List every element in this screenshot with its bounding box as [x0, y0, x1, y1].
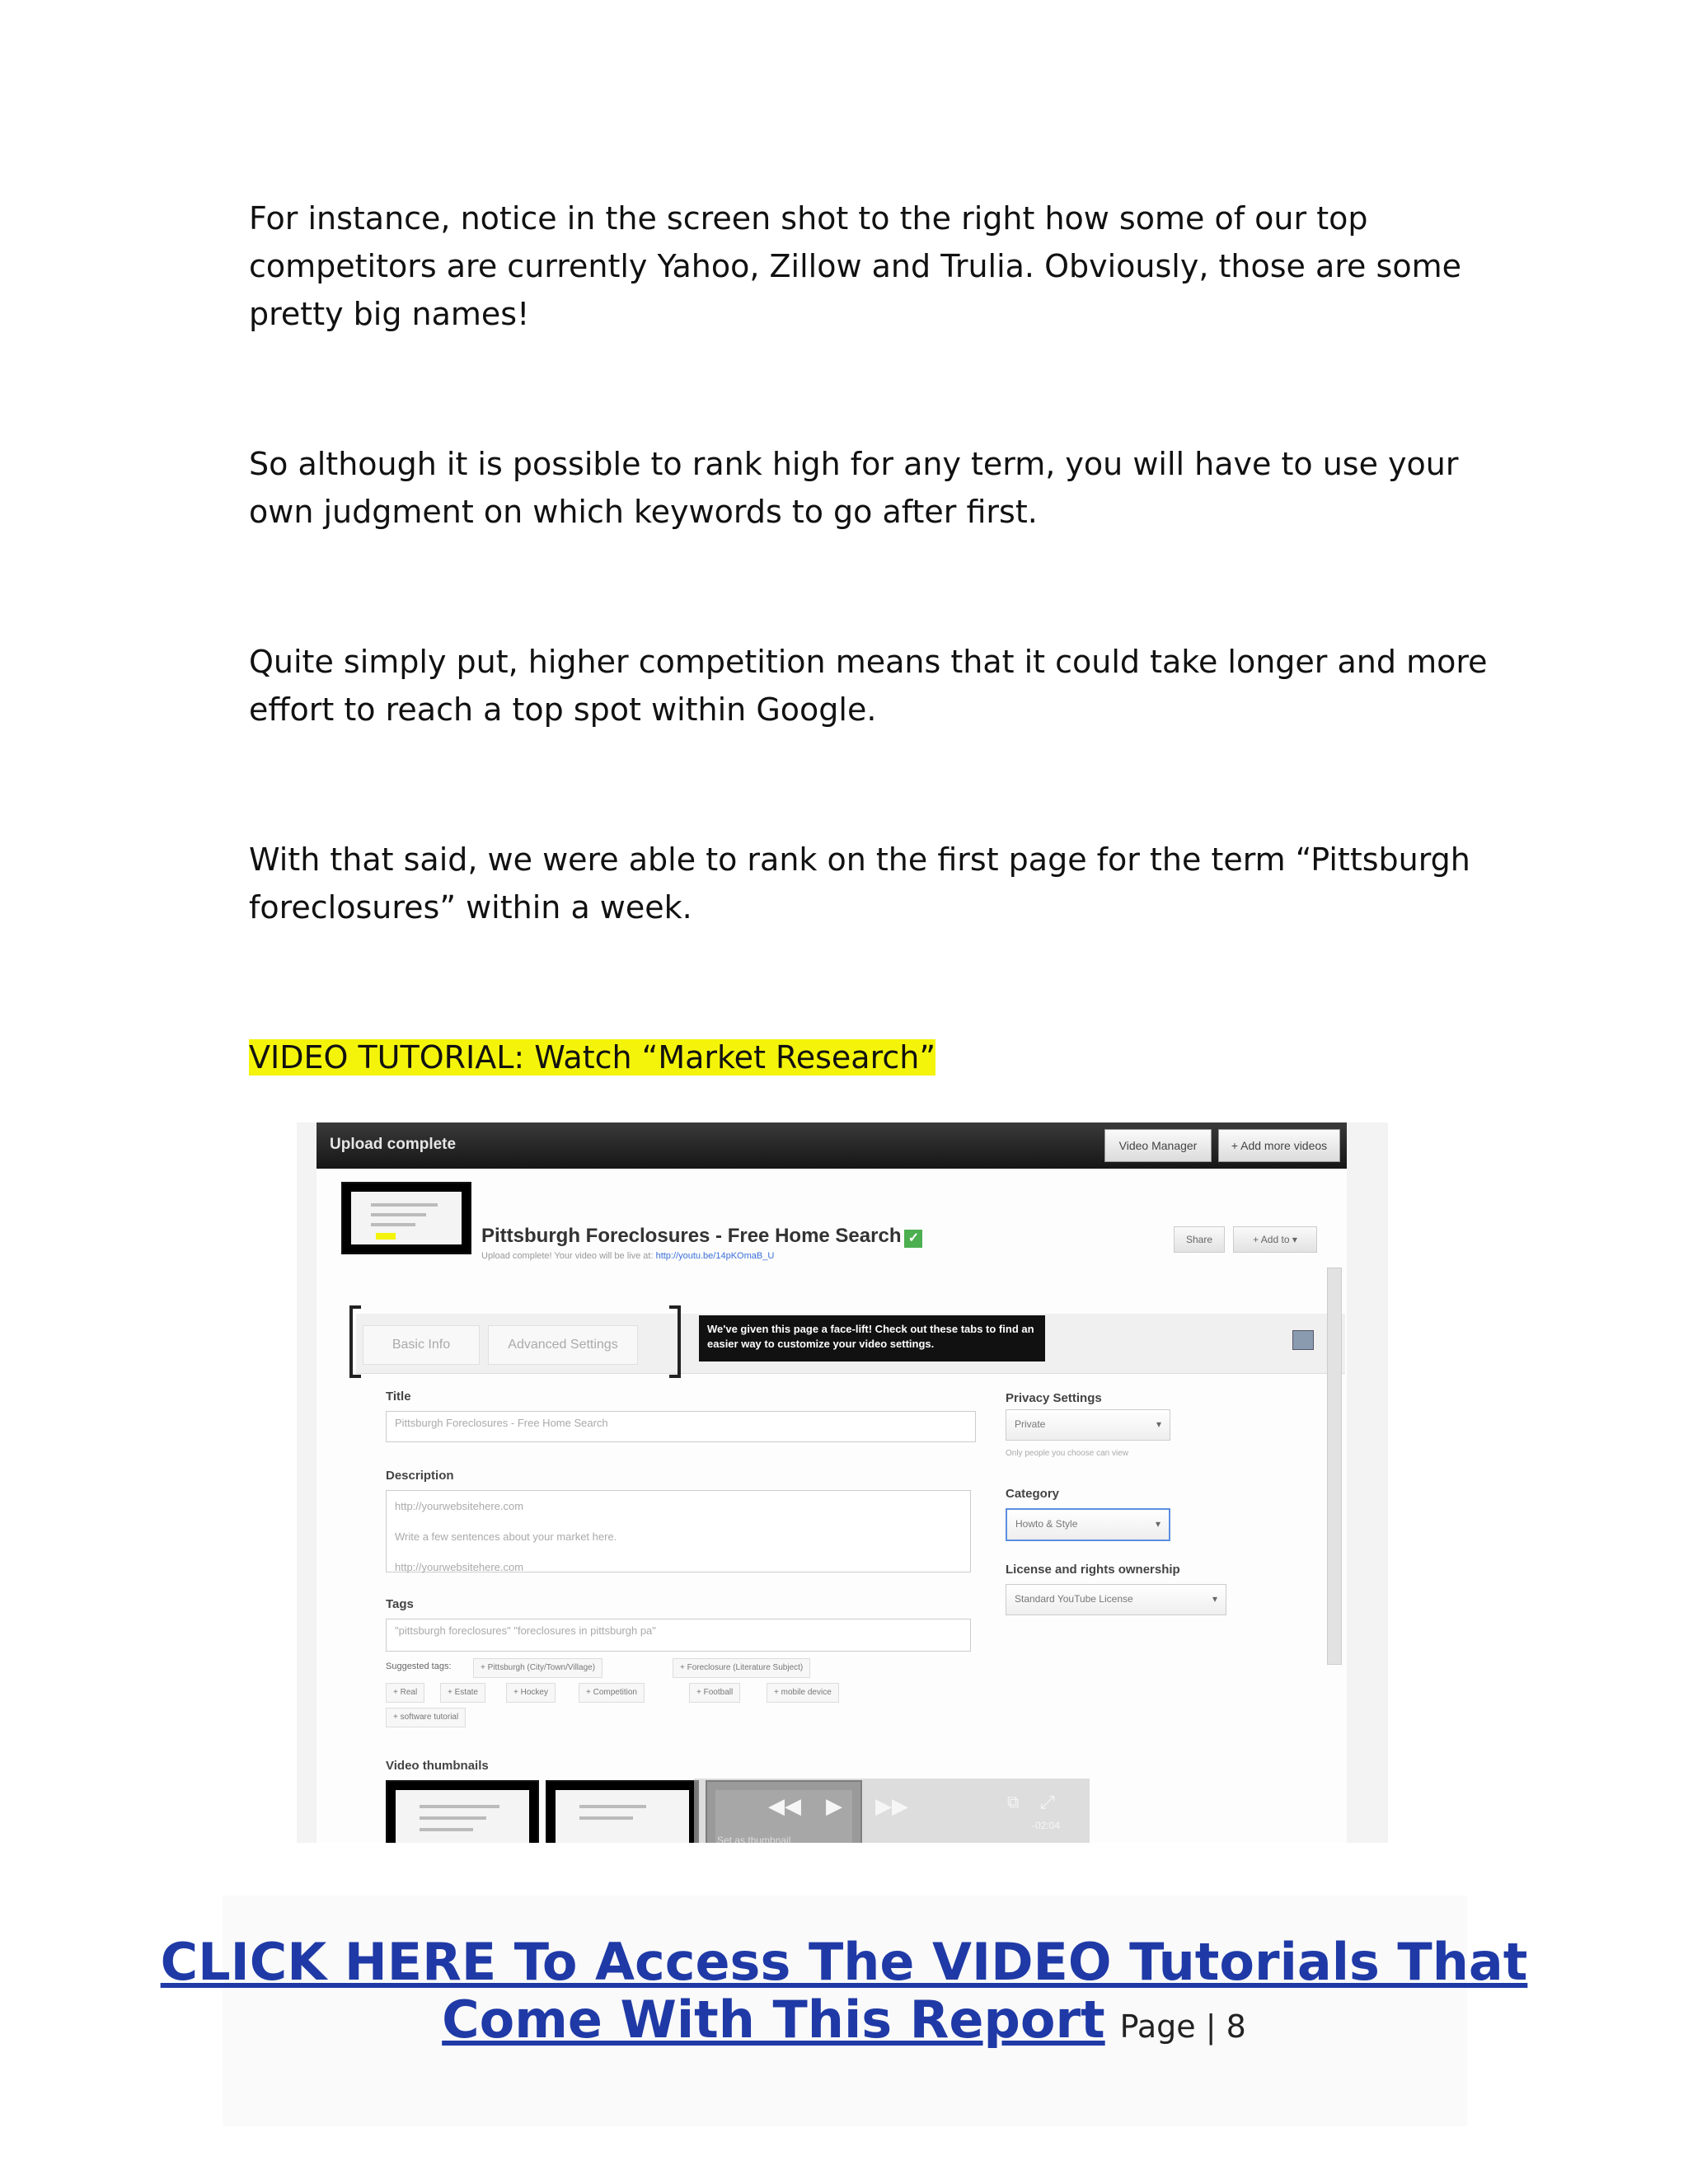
suggested-tags-label: Suggested tags:	[386, 1661, 452, 1671]
video-tutorials-link[interactable]: CLICK HERE To Access The VIDEO Tutorials That	[160, 1932, 1528, 1992]
suggested-tag[interactable]: + Real	[386, 1683, 424, 1703]
privacy-label: Privacy Settings	[1006, 1391, 1102, 1405]
privacy-hint: Only people you choose can view	[1006, 1449, 1128, 1458]
paragraph-competitors: For instance, notice in the screen shot to the right how some of our top competitors are currently Yahoo, Zillow and Trulia. Obviously, those are some pretty big names!	[249, 200, 1461, 332]
video-url-link[interactable]: http://youtu.be/14pKOmaB_U	[655, 1251, 775, 1261]
suggested-tag[interactable]: + Hockey	[506, 1683, 556, 1703]
suggested-tag[interactable]: + Competition	[579, 1683, 645, 1703]
video-thumbnails-label: Video thumbnails	[386, 1759, 489, 1773]
upload-status: Upload complete	[330, 1136, 457, 1153]
suggested-tag[interactable]: + Pittsburgh (City/Town/Village)	[473, 1658, 603, 1678]
video-title-heading: Pittsburgh Foreclosures - Free Home Search ✓	[481, 1225, 922, 1248]
paragraph-judgment: So although it is possible to rank high for any term, you will have to use your own judgment on which keywords to go after first.	[249, 446, 1459, 530]
description-textarea[interactable]: http://yourwebsitehere.com Write a few sentences about your market here. http://yourwebsitehere.com	[386, 1490, 971, 1572]
video-player-controls[interactable]	[694, 1779, 1090, 1843]
upload-top-bar	[316, 1122, 1347, 1169]
fullscreen-icon[interactable]: ⤢	[1040, 1792, 1055, 1812]
thumbnail-option[interactable]	[386, 1780, 539, 1843]
set-thumbnail-label[interactable]: Set as thumbnail	[717, 1835, 791, 1843]
license-label: License and rights ownership	[1006, 1563, 1180, 1577]
upload-note: Upload complete! Your video will be live at: http://youtu.be/14pKOmaB_U	[481, 1251, 775, 1261]
category-select[interactable]: Howto & Style ▾	[1006, 1508, 1170, 1541]
paragraph-competition: Quite simply put, higher competition means that it could take longer and more effort to reach a top spot within Google.	[249, 644, 1488, 728]
bracket-left	[349, 1305, 361, 1378]
suggested-tag[interactable]: + mobile device	[767, 1683, 839, 1703]
suggested-tag[interactable]: + software tutorial	[386, 1708, 466, 1727]
suggested-tag[interactable]: + Foreclosure (Literature Subject)	[673, 1658, 810, 1678]
privacy-select[interactable]: Private ▾	[1006, 1409, 1170, 1441]
tags-input[interactable]: "pittsburgh foreclosures" "foreclosures in pittsburgh pa"	[386, 1619, 971, 1652]
suggested-tag[interactable]: + Estate	[440, 1683, 485, 1703]
description-label: Description	[386, 1469, 454, 1483]
youtube-upload-screenshot	[297, 1122, 1388, 1843]
video-manager-button[interactable]: Video Manager	[1104, 1129, 1212, 1162]
tab-advanced-settings[interactable]: Advanced Settings	[488, 1325, 638, 1365]
paragraph-ranking: With that said, we were able to rank on the first page for the term “Pittsburgh foreclosures” within a week.	[249, 841, 1470, 926]
video-tutorials-link-cont[interactable]: Come With This Report	[442, 1990, 1105, 2050]
check-icon: ✓	[904, 1230, 922, 1248]
title-label: Title	[386, 1390, 411, 1404]
video-tutorial-heading: VIDEO TUTORIAL: Watch “Market Research”	[249, 1039, 936, 1076]
popout-icon[interactable]: ⧉	[1007, 1793, 1020, 1811]
video-preview-thumbnail	[341, 1182, 471, 1254]
page-number: Page | 8	[1119, 2008, 1246, 2045]
bracket-right	[669, 1305, 681, 1378]
share-button[interactable]: Share	[1174, 1226, 1225, 1253]
add-to-button[interactable]: + Add to ▾	[1233, 1226, 1317, 1253]
scrollbar[interactable]	[1327, 1268, 1342, 1665]
tags-label: Tags	[386, 1597, 414, 1611]
title-input[interactable]: Pittsburgh Foreclosures - Free Home Search	[386, 1411, 976, 1442]
thumbnail-option[interactable]	[546, 1780, 699, 1843]
fast-forward-icon[interactable]: ▶▶	[875, 1793, 908, 1818]
add-more-videos-button[interactable]: + Add more videos	[1218, 1129, 1340, 1162]
tabs-tooltip: We've given this page a face-lift! Check out these tabs to find an easier way to customize your video settings.	[699, 1315, 1045, 1361]
monitor-icon[interactable]	[1292, 1330, 1314, 1350]
suggested-tag[interactable]: + Football	[689, 1683, 740, 1703]
license-select[interactable]: Standard YouTube License ▾	[1006, 1584, 1226, 1615]
rewind-icon[interactable]: ◀◀	[768, 1793, 801, 1818]
cta-line-2	[0, 1991, 1688, 2062]
player-time: -02:04	[1032, 1820, 1061, 1831]
category-label: Category	[1006, 1487, 1060, 1501]
tab-basic-info[interactable]: Basic Info	[363, 1325, 480, 1365]
play-icon[interactable]: ▶	[826, 1793, 842, 1818]
upload-panel	[316, 1169, 1347, 1843]
